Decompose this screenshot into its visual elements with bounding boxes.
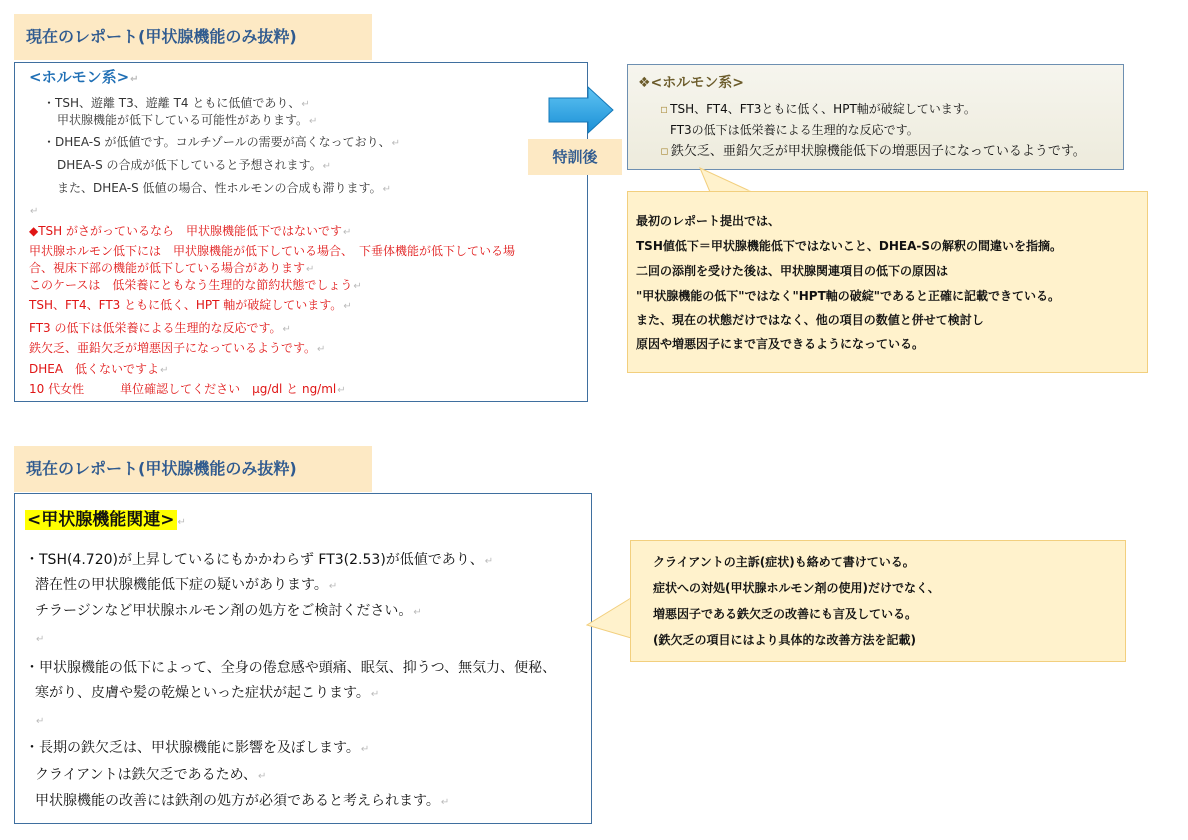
report-2-line: ・TSH(4.720)が上昇しているにもかかわらず FT3(2.53)が低値であり、↵: [25, 552, 494, 568]
empty-paragraph-mark: ↵: [30, 206, 39, 217]
callout-pointer: [586, 596, 632, 640]
callout-line: 最初のレポート提出では、: [636, 214, 781, 228]
red-comment-line: DHEA 低くないですよ↵: [29, 362, 169, 376]
callout-line: 原因や増悪因子にまで言及できるようになっている。: [636, 337, 925, 351]
red-comment-line: TSH、FT4、FT3 ともに低く、HPT 軸が破綻しています。↵: [29, 298, 352, 312]
report-1-line: ・DHEA-S が低値です。コルチゾールの需要が高くなっており、↵: [43, 135, 401, 149]
empty-paragraph-mark: ↵: [36, 634, 45, 645]
report-1-line: また、DHEA-S 低値の場合、性ホルモンの合成も滞ります。↵: [57, 181, 391, 195]
report-1-box: [14, 62, 588, 402]
report-2-box: [14, 493, 592, 824]
callout-comment-1: [627, 191, 1148, 373]
callout-line: また、現在の状態だけではなく、他の項目の数値と併せて検討し: [636, 313, 984, 327]
report-2-line: ・甲状腺機能の低下によって、全身の倦怠感や頭痛、眠気、抑うつ、無気力、便秘、: [25, 660, 557, 676]
callout-comment-2: [630, 540, 1126, 662]
red-comment-line: ◆TSH がさがっているなら 甲状腺機能低下ではないです↵: [29, 224, 352, 238]
report-2-title: <甲状腺機能関連> ↵: [27, 510, 186, 530]
callout-line: 増悪因子である鉄欠乏の改善にも言及している。: [653, 607, 918, 621]
after-report-line: ▫ 鉄欠乏、亜鉛欠乏が甲状腺機能低下の増悪因子になっているようです。: [660, 144, 1086, 159]
section-header-1: 現在のレポート(甲状腺機能のみ抜粋): [14, 14, 372, 60]
empty-paragraph-mark: ↵: [36, 716, 45, 727]
red-comment-line: 甲状腺ホルモン低下には 甲状腺機能が低下している場合、 下垂体機能が低下している場: [29, 244, 516, 258]
callout-line: 二回の添削を受けた後は、甲状腺関連項目の低下の原因は: [636, 264, 949, 278]
report-2-line: ・長期の鉄欠乏は、甲状腺機能に影響を及ぼします。↵: [25, 740, 370, 756]
red-comment-line: このケースは 低栄養にともなう生理的な節約状態でしょう↵: [29, 278, 362, 292]
report-2-line: チラージンなど甲状腺ホルモン剤の処方をご検討ください。↵: [35, 603, 422, 619]
report-1-line: ・TSH、遊離 T3、遊離 T4 ともに低値であり、↵: [43, 96, 310, 110]
right-arrow-icon: [548, 86, 614, 134]
report-1-line: 甲状腺機能が低下している可能性があります。↵: [57, 113, 318, 127]
callout-pointer: [696, 167, 756, 193]
report-1-line: DHEA-S の合成が低下していると予想されます。↵: [57, 158, 331, 172]
callout-line: クライアントの主訴(症状)も絡めて書けている。: [653, 555, 915, 569]
report-2-line: 甲状腺機能の改善には鉄剤の処方が必須であると考えられます。↵: [35, 793, 450, 809]
after-report-box: [627, 64, 1124, 170]
after-report-line: FT3の低下は低栄養による生理的な反応です。: [670, 123, 919, 137]
after-training-label: 特訓後: [528, 139, 622, 175]
report-2-line: 潜在性の甲状腺機能低下症の疑いがあります。↵: [35, 577, 338, 593]
report-2-line: 寒がり、皮膚や髪の乾燥といった症状が起こります。↵: [35, 685, 380, 701]
red-comment-line: 10 代女性 単位確認してください µg/dl と ng/ml↵: [29, 382, 346, 396]
report-1-title: <ホルモン系>↵: [29, 68, 139, 86]
red-comment-line: FT3 の低下は低栄養による生理的な反応です。↵: [29, 321, 291, 335]
after-report-line: ▫ TSH、FT4、FT3ともに低く、HPT軸が破綻しています。: [660, 102, 976, 116]
section-header-2: 現在のレポート(甲状腺機能のみ抜粋): [14, 446, 372, 492]
callout-line: "甲状腺機能の低下"ではなく"HPT軸の破綻"であると正確に記載できている。: [636, 289, 1061, 303]
red-comment-line: 合、視床下部の機能が低下している場合があります↵: [29, 261, 315, 275]
report-2-line: クライアントは鉄欠乏であるため、↵: [35, 767, 267, 783]
callout-line: (鉄欠乏の項目にはより具体的な改善方法を記載): [653, 633, 916, 647]
red-comment-line: 鉄欠乏、亜鉛欠乏が増悪因子になっているようです。↵: [29, 341, 326, 355]
callout-line: TSH値低下＝甲状腺機能低下ではないこと、DHEA-Sの解釈の間違いを指摘。: [636, 239, 1062, 253]
after-report-title: ❖<ホルモン系>: [638, 75, 745, 91]
callout-line: 症状への対処(甲状腺ホルモン剤の使用)だけでなく、: [653, 581, 940, 595]
